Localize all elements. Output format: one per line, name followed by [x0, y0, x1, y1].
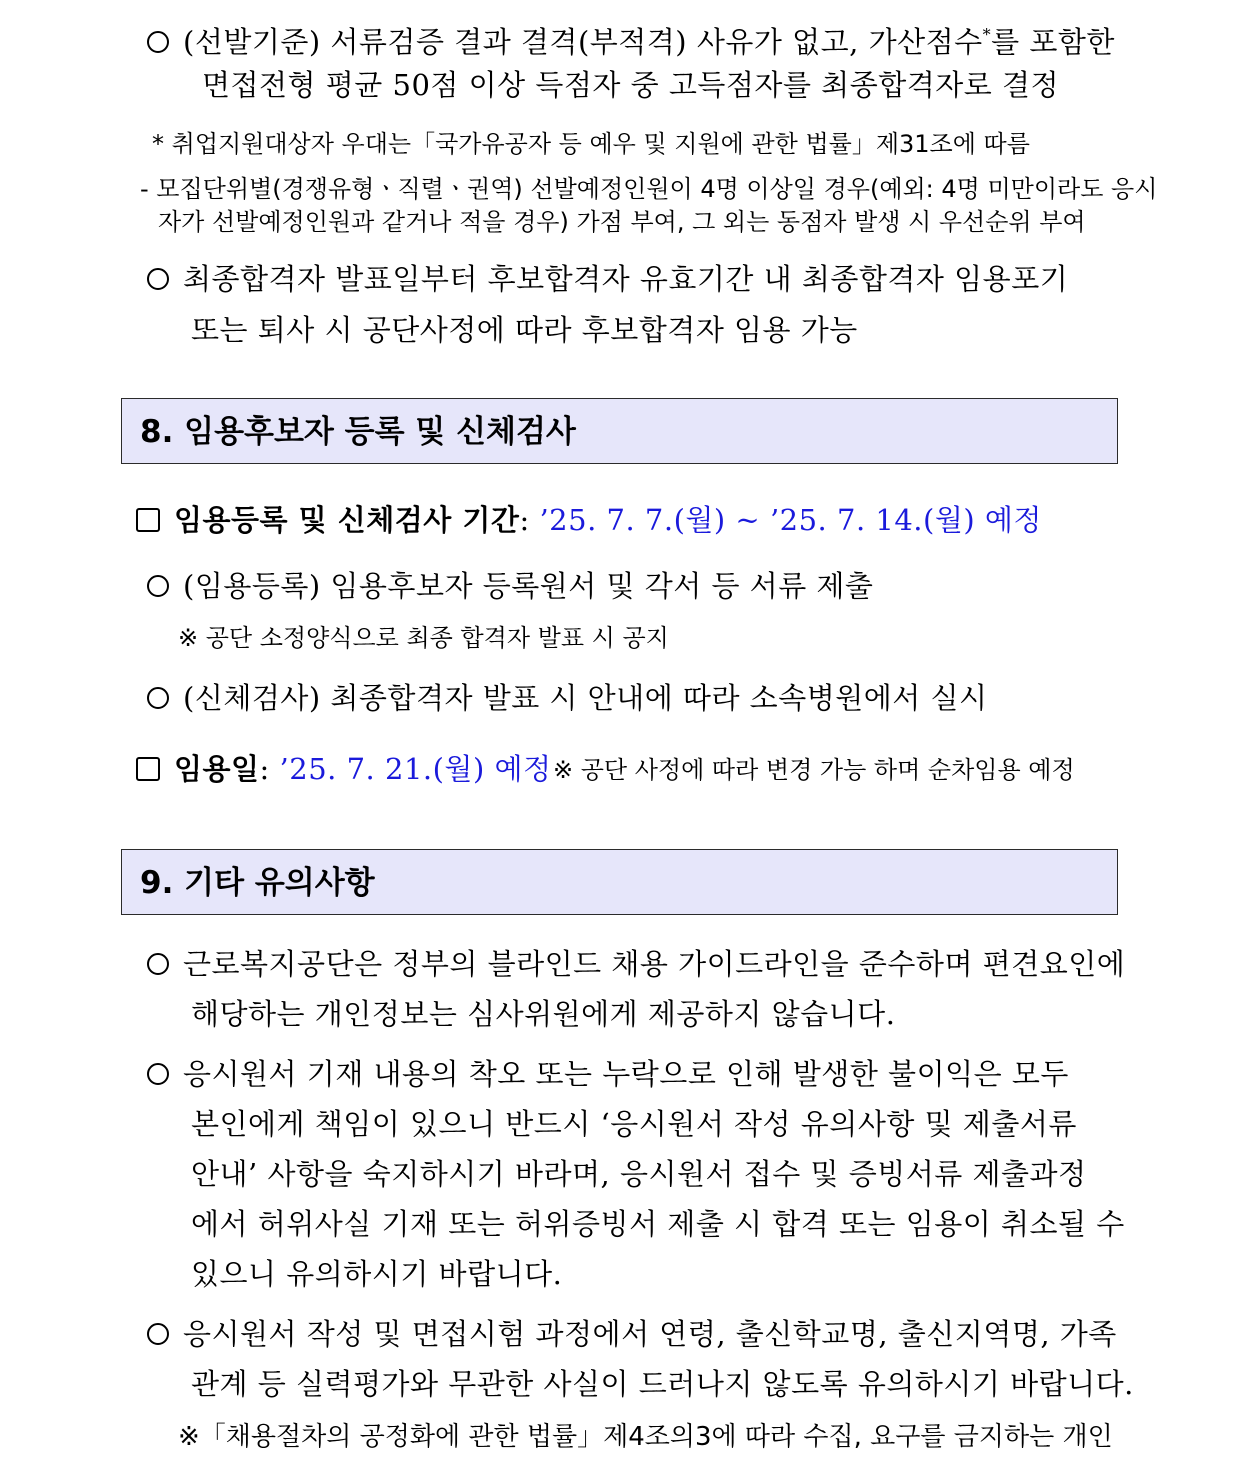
appointment-note: ※ 공단 사정에 따라 변경 가능 하며 순차임용 예정 — [553, 756, 1075, 784]
registration-period: 임용등록 및 신체검사 기간: ’25. 7. 7.(월) ~ ’25. 7. 14.(월) 예정 — [136, 500, 1042, 540]
circle-bullet-icon — [147, 1323, 169, 1345]
appointment-date: 임용일: ’25. 7. 21.(월) 예정 — [136, 749, 552, 789]
circle-bullet-icon — [147, 575, 169, 597]
medical-exam-item: (신체검사) 최종합격자 발표 시 안내에 따라 소속병원에서 실시 — [147, 678, 988, 718]
square-bullet-icon — [136, 757, 160, 781]
blind-hiring-line1: 근로복지공단은 정부의 블라인드 채용 가이드라인을 준수하며 편견요인에 — [147, 944, 1125, 984]
registration-item: (임용등록) 임용후보자 등록원서 및 각서 등 서류 제출 — [147, 566, 873, 606]
circle-bullet-icon — [147, 687, 169, 709]
unrelated-info-line2: 관계 등 실력평가와 무관한 사실이 드러나지 않도록 유의하시기 바랍니다. — [191, 1367, 1134, 1401]
selection-criteria-line1: (선발기준) 서류검증 결과 결격(부적격) 사유가 없고, 가산점수*를 포함한 — [147, 15, 1115, 62]
square-bullet-icon — [136, 508, 160, 532]
note-tiebreak-line1: - 모집단위별(경쟁유형ㆍ직렬ㆍ권역) 선발예정인원이 4명 이상일 경우(예외: 4명 미만이라도 응시 — [140, 175, 1158, 203]
application-errors-line4: 에서 허위사실 기재 또는 허위증빙서 제출 시 합격 또는 임용이 취소될 수 — [191, 1207, 1125, 1241]
circle-bullet-icon — [147, 268, 169, 290]
note-tiebreak-line2: 자가 선발예정인원과 같거나 적을 경우) 가점 부여, 그 외는 동점자 발생 시 우선순위 부여 — [158, 208, 1086, 236]
appointment-date-value: ’25. 7. 21.(월) 예정 — [279, 752, 552, 786]
note-veterans-preference: * 취업지원대상자 우대는「국가유공자 등 예우 및 지원에 관한 법률」제31조에 따름 — [152, 130, 1030, 158]
reserve-candidates-line1: 최종합격자 발표일부터 후보합격자 유효기간 내 최종합격자 임용포기 — [147, 259, 1068, 299]
section-9-header: 9. 기타 유의사항 — [121, 849, 1118, 915]
blind-hiring-line2: 해당하는 개인정보는 심사위원에게 제공하지 않습니다. — [191, 997, 896, 1031]
circle-bullet-icon — [147, 31, 169, 53]
application-errors-line2: 본인에게 책임이 있으니 반드시 ‘응시원서 작성 유의사항 및 제출서류 — [191, 1107, 1077, 1141]
registration-period-value: ’25. 7. 7.(월) ~ ’25. 7. 14.(월) 예정 — [539, 503, 1042, 537]
unrelated-info-line1: 응시원서 작성 및 면접시험 과정에서 연령, 출신학교명, 출신지역명, 가족 — [147, 1314, 1117, 1354]
fair-hiring-law-note: ※「채용절차의 공정화에 관한 법률」제4조의3에 따라 수집, 요구를 금지하는 개인 — [178, 1422, 1113, 1452]
circle-bullet-icon — [147, 1063, 169, 1085]
application-errors-line5: 있으니 유의하시기 바랍니다. — [191, 1257, 563, 1291]
registration-note: ※ 공단 소정양식으로 최종 합격자 발표 시 공지 — [178, 624, 669, 652]
selection-criteria-line2: 면접전형 평균 50점 이상 득점자 중 고득점자를 최종합격자로 결정 — [202, 68, 1060, 102]
application-errors-line3: 안내’ 사항을 숙지하시기 바라며, 응시원서 접수 및 증빙서류 제출과정 — [191, 1157, 1087, 1191]
circle-bullet-icon — [147, 953, 169, 975]
section-8-header: 8. 임용후보자 등록 및 신체검사 — [121, 398, 1118, 464]
application-errors-line1: 응시원서 기재 내용의 착오 또는 누락으로 인해 발생한 불이익은 모두 — [147, 1054, 1069, 1094]
reserve-candidates-line2: 또는 퇴사 시 공단사정에 따라 후보합격자 임용 가능 — [191, 313, 858, 347]
